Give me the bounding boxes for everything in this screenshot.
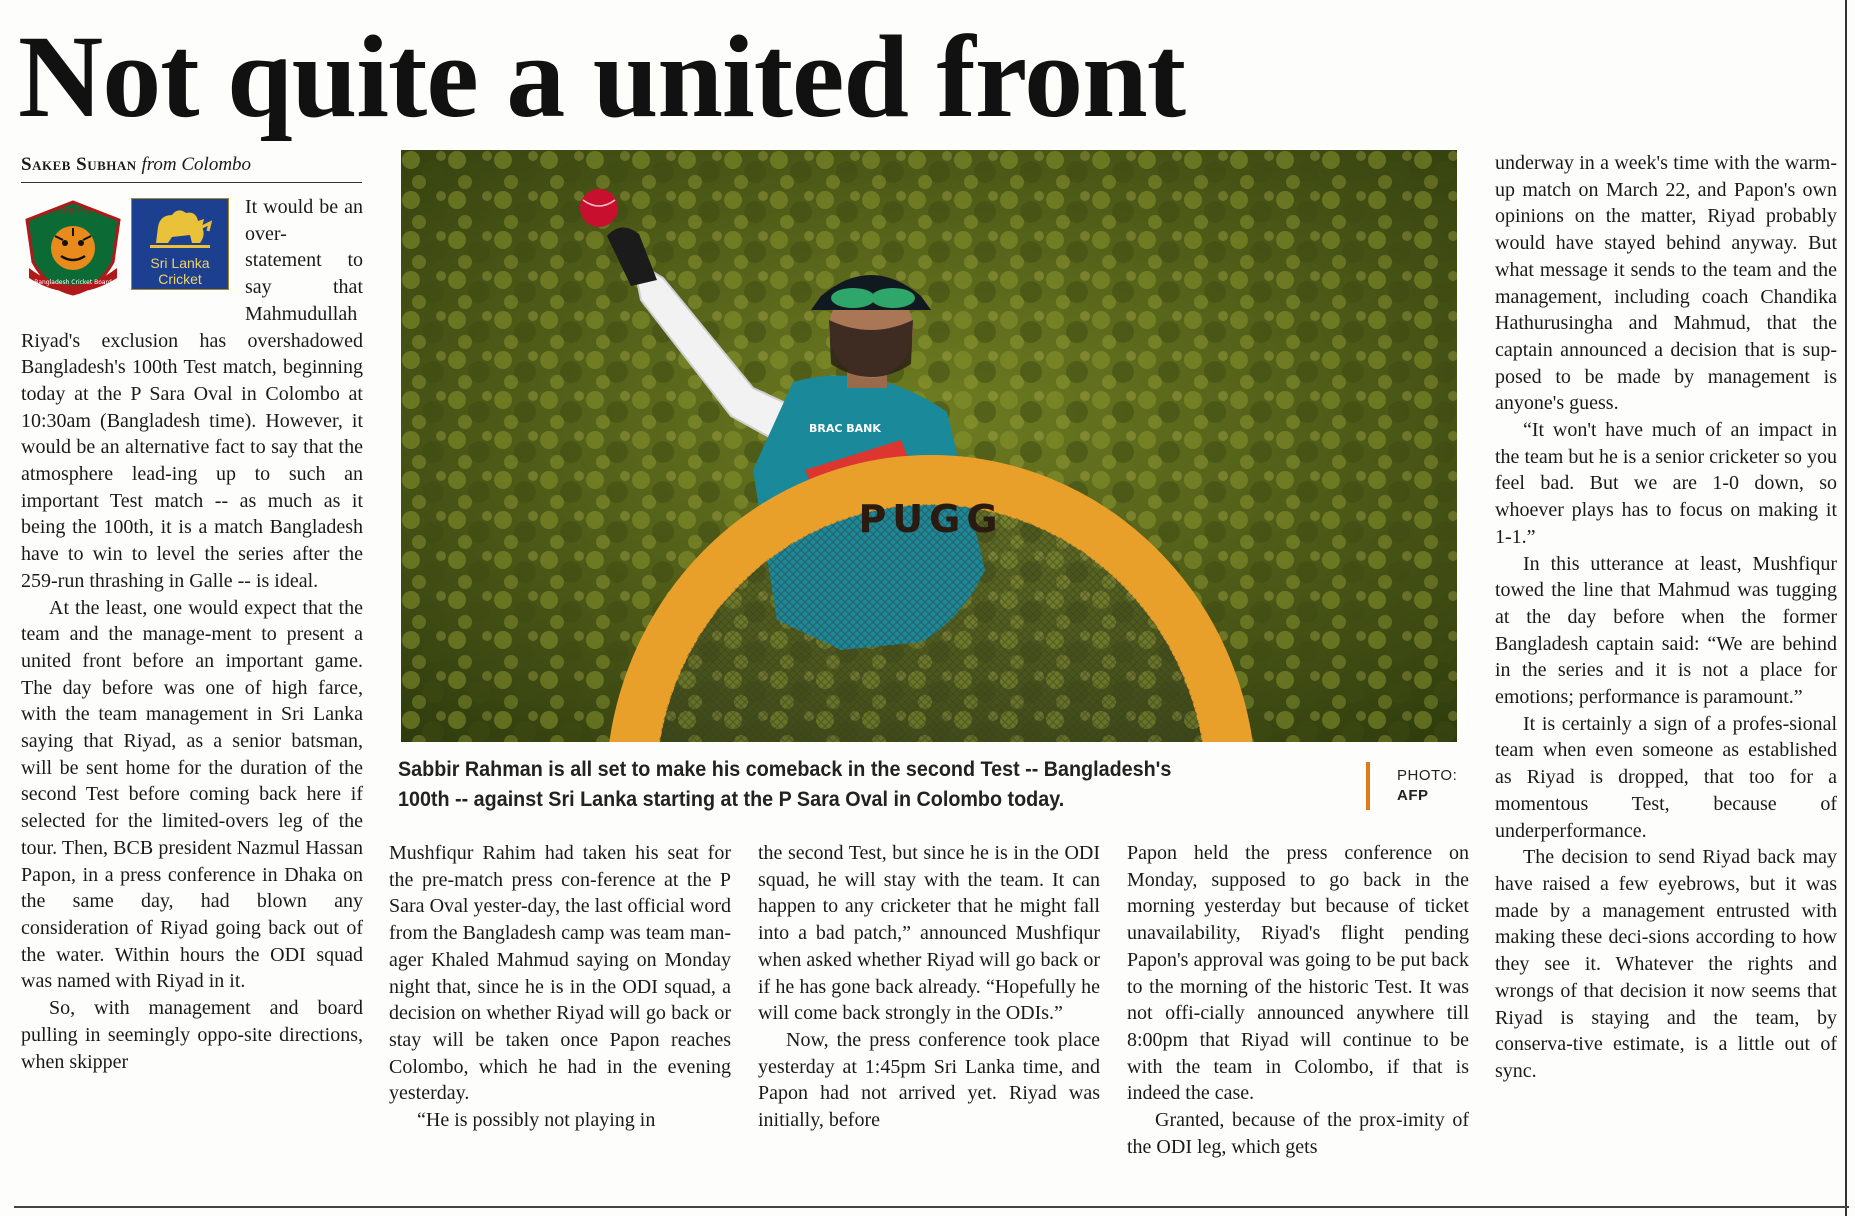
slc-logo-line1: Sri Lanka xyxy=(150,255,210,271)
team-logos xyxy=(21,198,233,316)
bcb-logo-icon xyxy=(21,198,125,296)
photo-image xyxy=(401,150,1457,742)
photo-caption: Sabbir Rahman is all set to make his comeback in the second Test -- Bangladesh's 100th -- against Sri Lanka starting at the P Sara Oval in Colombo today. xyxy=(398,758,1172,811)
col5-paragraph-3: In this utterance at least, Mushfiqur towed the line that Mahmud was tugging at the day before when the former Bangladesh captain said: “We are behind in the series and it is not a place for emotions; performance is paramount.” xyxy=(1495,552,1837,709)
col1-paragraph-2: At the least, one would expect that the team and the manage-ment to present a united front before an important game. The day before was one of high farce, with the team management in Sri Lanka saying that Riyad, as a senior batsman, will be sent home for the duration of the second Test before coming back here if selected for the limited-overs leg of the tour. Then, BCB president Nazmul Hassan Papon, in a press conference in Dhaka on the same day, had blown any consideration of Riyad going back out of the water. Within hours the ODI squad was named with Riyad in it. xyxy=(21,596,363,993)
cricket-ball-icon xyxy=(580,189,618,227)
net-brand-text: PUGG xyxy=(858,497,1004,541)
photo-credit xyxy=(1397,766,1457,806)
col2-paragraph-2: “He is possibly not playing in xyxy=(417,1109,656,1132)
slc-logo xyxy=(131,198,229,290)
credit-divider xyxy=(1366,762,1370,810)
shirt-logo-text: রবি xyxy=(847,469,895,509)
col2-paragraph-1: Mushfiqur Rahim had taken his seat for the pre-match press con-ference at the P Sara Oval yester-day, the last official word from the Bangladesh camp was team man-ager Khaled Mahmud saying on Monday night that, since he is in the ODI squad, a decision on whether Riyad will go back or stay will be taken once Papon reaches Colombo, which he had in the evening yesterday. xyxy=(389,842,731,1105)
article-column-3 xyxy=(758,840,1100,1195)
col5-paragraph-5: The decision to send Riyad back may have raised a few eyebrows, but it was made by a management entrusted with making these deci-sions according to how they see it. Whatever the rights and wrongs of that decision it now seems that Riyad is staying and the team, by conserva-tive estimate, is a little out of sync. xyxy=(1495,846,1837,1082)
photo-credit-label: PHOTO: xyxy=(1397,767,1458,784)
col3-paragraph-2: Now, the press conference took place yesterday at 1:45pm Sri Lanka time, and Papon had not arrived yet. Riyad was initially, before xyxy=(758,1028,1100,1132)
col1-paragraph-1: It would be an over-statement to say that Mahmudullah Riyad's exclusion has overshadowed Bangladesh's 100th Test match, beginning today at the P Sara Oval in Colombo at 10:30am (Bangladesh time). However, it would be an alternative fact to say that the atmosphere lead-ing up to such an important Test match -- as much as it being the 100th, it is a match Bangladesh have to win to level the series after the 259-run thrashing in Galle -- is ideal. xyxy=(21,196,363,592)
byline-author: Sakeb Subhan xyxy=(21,154,137,175)
shirt-sponsor-text: BRAC BANK xyxy=(809,422,881,435)
col4-paragraph-1: Papon held the press conference on Monday, supposed to go back in the morning yesterday but because of ticket unavailability, Riyad's flight pending Papon's approval was going to be put back to the morning of the historic Test. It was not offi-cially announced anywhere till 8:00pm that Riyad will continue to be with the team in Colombo, if that is indeed the case. xyxy=(1127,842,1469,1105)
col4-paragraph-2: Granted, because of the prox-imity of the ODI leg, which gets xyxy=(1127,1109,1469,1158)
byline-location: from Colombo xyxy=(141,154,252,175)
lion-icon xyxy=(148,205,212,249)
col3-paragraph-1: the second Test, but since he is in the ODI squad, he will stay with the team. It can happen to any cricketer that he might fall into a bad patch,” announced Mushfiqur when asked whether Riyad will go back or if he has gone back already. “Hopefully he will come back strongly in the ODIs.” xyxy=(758,842,1100,1025)
col1-paragraph-3: So, with management and board pulling in seemingly oppo-site directions, when skipper xyxy=(21,997,363,1073)
article-column-2 xyxy=(389,840,731,1195)
page-edge-rule xyxy=(1845,0,1847,1216)
article-column-1 xyxy=(21,194,363,1194)
photo-credit-source: AFP xyxy=(1397,787,1429,804)
bcb-logo-text-bottom: Bangladesh Cricket Board xyxy=(34,279,112,286)
bcb-logo-text-top: বাংলাদেশ xyxy=(55,207,91,217)
page-bottom-rule xyxy=(14,1206,1849,1208)
byline xyxy=(21,154,362,183)
article-column-5 xyxy=(1495,150,1837,1195)
lead-photo xyxy=(401,150,1457,742)
headline: Not quite a united front xyxy=(18,11,1186,142)
slc-logo-line2: Cricket xyxy=(158,271,202,287)
col5-paragraph-2: “It won't have much of an impact in the team but he is a senior cricketer so you feel bad. But we are 1-0 down, so whoever plays has to focus on making it 1-1.” xyxy=(1495,419,1837,548)
col5-paragraph-4: It is certainly a sign of a profes-sional team when even someone as established as Riyad is dropped, that too for a momentous Test, because of underperformance. xyxy=(1495,712,1837,842)
article-column-4 xyxy=(1127,840,1469,1195)
col5-paragraph-1: underway in a week's time with the warm-up match on March 22, and Papon's own opinions on the matter, Riyad probably would have stayed behind anyway. But what message it sends to the team and the management, including coach Chandika Hathurusingha and Mahmud, that the captain announced a decision that is sup-posed to be made by management is anyone's guess. xyxy=(1495,152,1837,415)
